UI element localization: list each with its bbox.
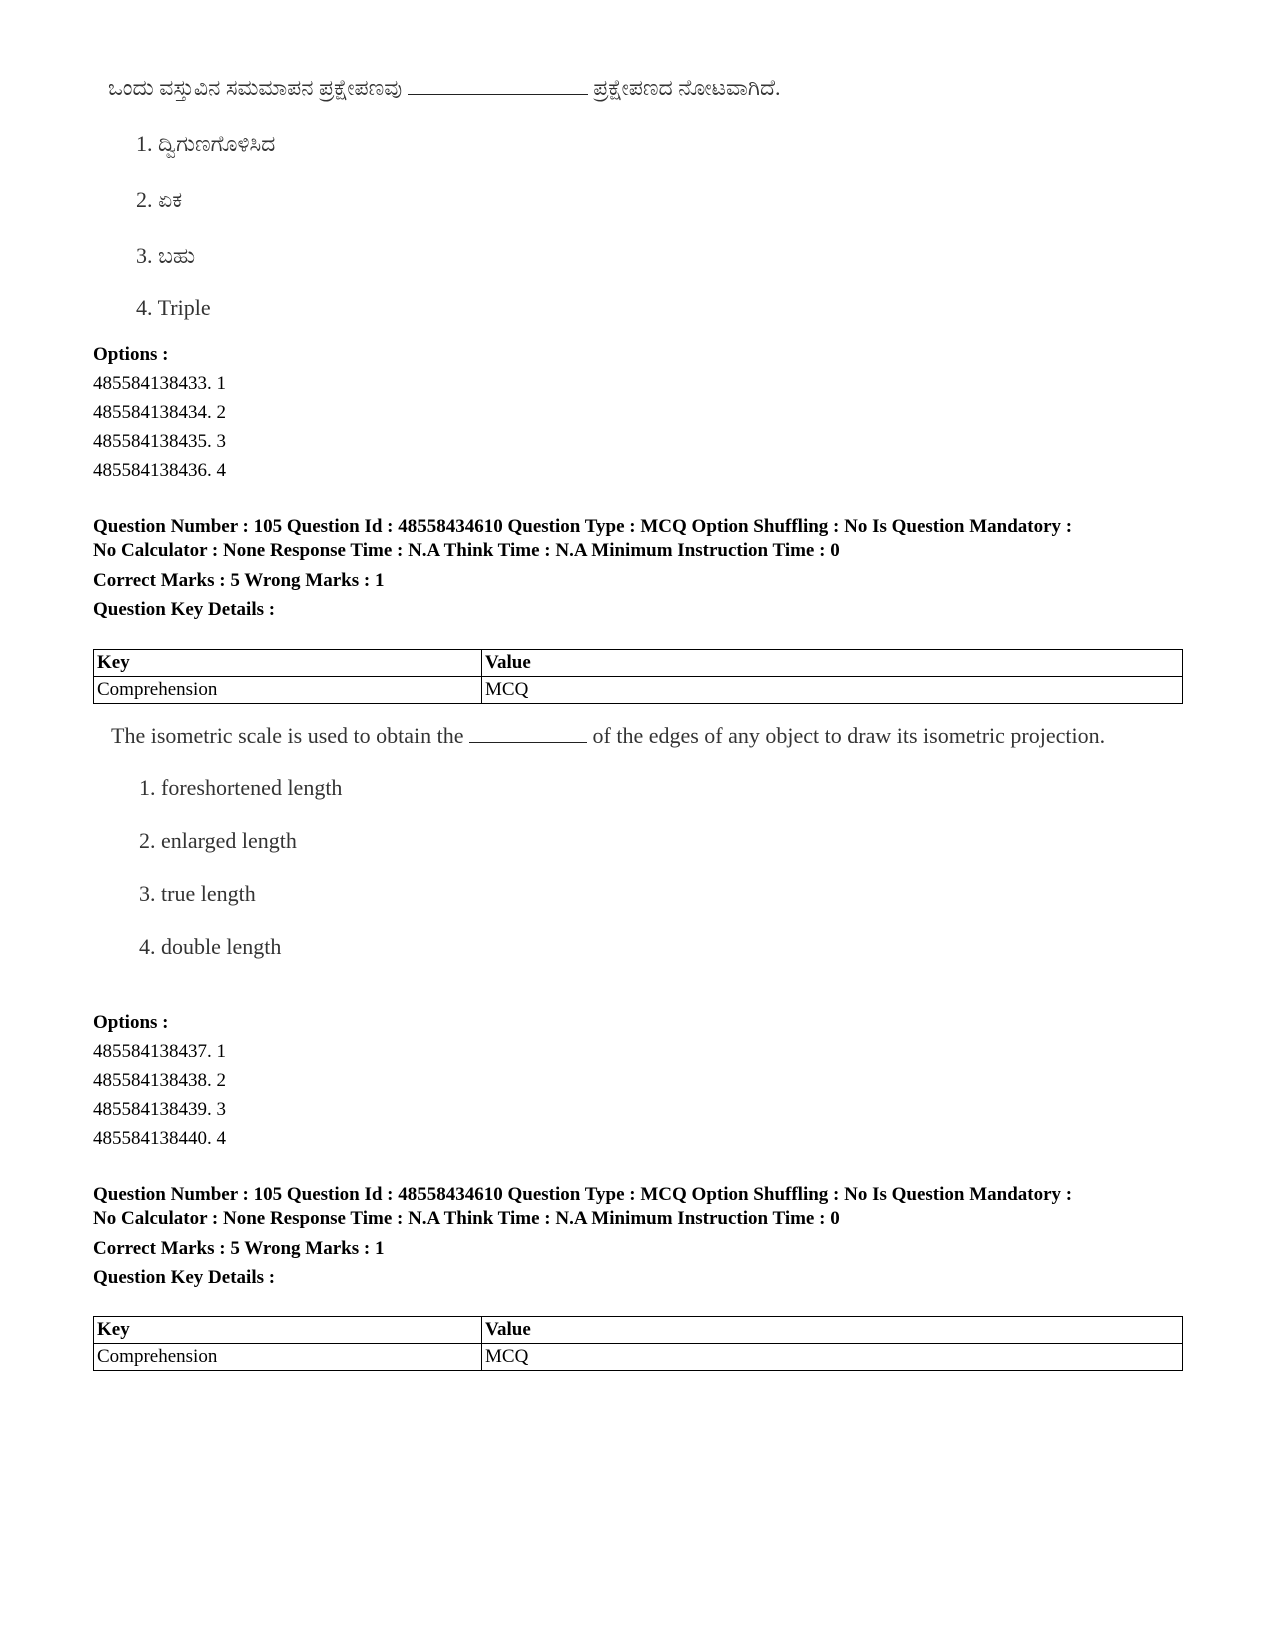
- question-meta: [93, 1183, 1203, 1292]
- choice-item: 3. true length: [139, 881, 256, 906]
- options-block: [93, 1008, 226, 1153]
- meta-line: No Calculator : None Response Time : N.A Think Time : N.A Minimum Instruction Time : 0: [93, 1208, 840, 1229]
- option-row: 485584138438. 2: [93, 1070, 226, 1091]
- choice-item: 3. ಬಹು: [136, 243, 196, 268]
- marks-line: Correct Marks : 5 Wrong Marks : 1: [93, 570, 385, 591]
- question-key-table: [93, 1316, 1183, 1371]
- options-title: Options :: [93, 1012, 169, 1033]
- meta-line: No Calculator : None Response Time : N.A Think Time : N.A Minimum Instruction Time : 0: [93, 540, 840, 561]
- stem-text-before: The isometric scale is used to obtain the: [111, 723, 464, 748]
- option-row: 485584138440. 4: [93, 1128, 226, 1149]
- table-row: [94, 677, 1183, 704]
- table-header-row: [94, 1317, 1183, 1344]
- option-row: 485584138439. 3: [93, 1099, 226, 1120]
- question-stem: [111, 722, 1111, 750]
- choice-item: 1. foreshortened length: [139, 775, 343, 800]
- question-image-english: [111, 722, 1111, 961]
- table-row: [94, 1344, 1183, 1371]
- table-cell-value: MCQ: [482, 677, 1183, 704]
- option-row: 485584138433. 1: [93, 373, 226, 394]
- option-row: 485584138436. 4: [93, 460, 226, 481]
- choice-list: [136, 130, 781, 322]
- stem-text-after: of the edges of any object to draw its isometric projection.: [592, 723, 1106, 748]
- choice-item: 2. ಏಕ: [136, 187, 183, 212]
- key-details-title: Question Key Details :: [93, 599, 276, 620]
- table-cell-key: Comprehension: [94, 1344, 482, 1371]
- question-image-kannada: [108, 74, 781, 322]
- key-details-title: Question Key Details :: [93, 1267, 276, 1288]
- table-header-value: Value: [482, 650, 1183, 677]
- question-meta: [93, 515, 1203, 624]
- meta-line: Question Number : 105 Question Id : 48558434610 Question Type : MCQ Option Shuffling : No Is Question Mandatory :: [93, 516, 1073, 537]
- choice-item: 2. enlarged length: [139, 828, 297, 853]
- answer-blank: [408, 74, 588, 95]
- table-cell-value: MCQ: [482, 1344, 1183, 1371]
- choice-list: [139, 774, 1111, 961]
- options-block: [93, 340, 226, 485]
- table-header-key: Key: [94, 650, 482, 677]
- meta-line: Question Number : 105 Question Id : 48558434610 Question Type : MCQ Option Shuffling : No Is Question Mandatory :: [93, 1184, 1073, 1205]
- table-cell-key: Comprehension: [94, 677, 482, 704]
- option-row: 485584138435. 3: [93, 431, 226, 452]
- choice-item: 4. Triple: [136, 295, 211, 320]
- stem-text-after: ಪ್ರಕ್ಷೇಪಣದ ನೋಟವಾಗಿದೆ.: [593, 75, 781, 100]
- question-key-table: [93, 649, 1183, 704]
- option-row: 485584138434. 2: [93, 402, 226, 423]
- marks-line: Correct Marks : 5 Wrong Marks : 1: [93, 1238, 385, 1259]
- stem-text-before: ಒಂದು ವಸ್ತುವಿನ ಸಮಮಾಪನ ಪ್ರಕ್ಷೇಪಣವು: [108, 75, 403, 100]
- table-header-key: Key: [94, 1317, 482, 1344]
- options-title: Options :: [93, 344, 169, 365]
- table-header-value: Value: [482, 1317, 1183, 1344]
- choice-item: 1. ದ್ವಿಗುಣಗೊಳಿಸಿದ: [136, 131, 276, 156]
- question-stem: [108, 74, 781, 102]
- answer-blank: [469, 722, 587, 743]
- option-row: 485584138437. 1: [93, 1041, 226, 1062]
- choice-item: 4. double length: [139, 934, 282, 959]
- table-header-row: [94, 650, 1183, 677]
